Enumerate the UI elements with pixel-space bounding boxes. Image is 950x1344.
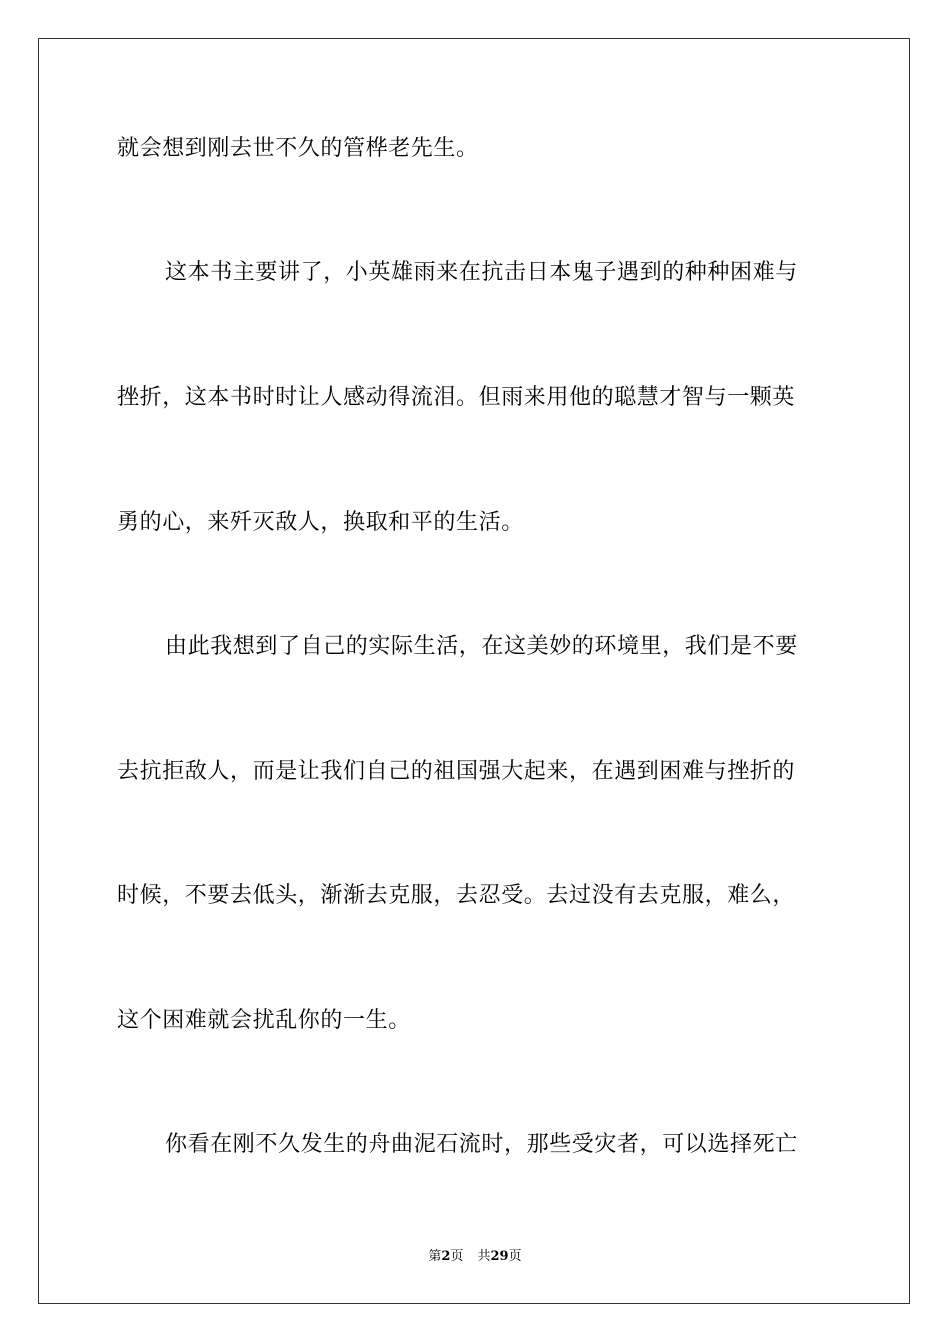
page-footer <box>0 1248 950 1266</box>
text-line: 这个困难就会扰乱你的一生。 <box>117 1008 411 1033</box>
text-line: 挫折，这本书时时让人感动得流泪。但雨来用他的聪慧才智与一颗英 <box>117 385 796 410</box>
text-line: 去抗拒敌人，而是让我们自己的祖国强大起来，在遇到困难与挫折的 <box>117 759 796 784</box>
paragraph-start-line: 你看在刚不久发生的舟曲泥石流时，那些受灾者，可以选择死亡 <box>165 1132 798 1157</box>
text-line: 就会想到刚去世不久的管桦老先生。 <box>117 136 479 161</box>
page-suffix: 页 <box>450 1249 464 1264</box>
total-suffix: 页 <box>508 1249 522 1264</box>
paragraph-start-line: 这本书主要讲了，小英雄雨来在抗击日本鬼子遇到的种种困难与 <box>165 260 798 285</box>
text-line: 时候，不要去低头，渐渐去克服，去忍受。去过没有去克服，难么， <box>117 883 796 908</box>
paragraph-start-line: 由此我想到了自己的实际生活，在这美妙的环境里，我们是不要 <box>165 634 798 659</box>
page-prefix: 第 <box>428 1249 442 1264</box>
page-number: 2 <box>441 1249 451 1264</box>
page-border <box>38 38 910 1304</box>
total-prefix: 共 <box>477 1249 491 1264</box>
text-line: 勇的心，来歼灭敌人，换取和平的生活。 <box>117 510 524 535</box>
total-pages: 29 <box>490 1249 509 1264</box>
